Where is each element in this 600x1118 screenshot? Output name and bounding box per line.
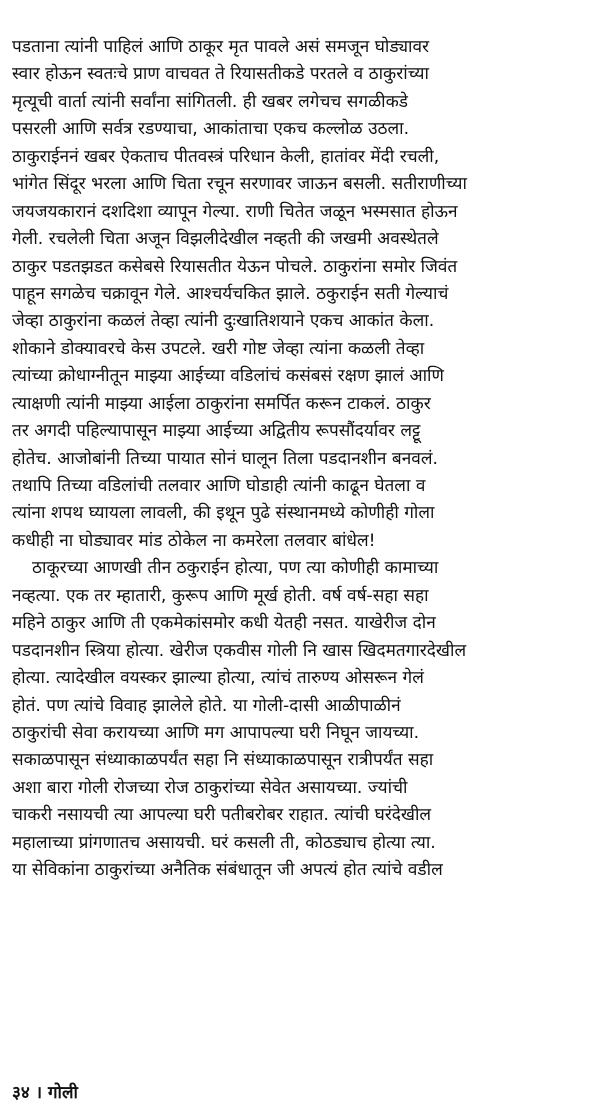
text-line: त्यांना शपथ घ्यायला लावली, की इथून पुढे संस्थानमध्ये कोणीही गोला [12, 503, 435, 524]
text-line: कधीही ना घोड्यावर मांड ठोकेल ना कमरेला तलवार बांधेल! [12, 530, 376, 551]
text-line: शोकाने डोक्यावरचे केस उपटले. खरी गोष्ट जेव्हा त्यांना कळली तेव्हा [12, 338, 425, 359]
text-line: त्याक्षणी त्यांनी माझ्या आईला ठाकुरांना समर्पित करून टाकलं. ठाकुर [12, 393, 431, 414]
text-line: जयजयकारानं दशदिशा व्यापून गेल्या. राणी चितेत जळून भस्मसात होऊन [12, 201, 458, 222]
text-line: तथापि तिच्या वडिलांची तलवार आणि घोडाही त्यांनी काढून घेतला व [12, 476, 426, 496]
text-line: चाकरी नसायची त्या आपल्या घरी पतीबरोबर राहात. त्यांची घरंदेखील [12, 805, 432, 826]
text-line: पसरली आणि सर्वत्र रडण्याचा, आकांताचा एकच कल्लोळ उठला. [12, 119, 410, 140]
footer-separator: । [35, 1083, 43, 1103]
text-line: होतेच. आजोबांनी तिच्या पायात सोनं घालून तिला पडदानशीन बनवलं. [12, 448, 438, 469]
text-line: त्यांच्या क्रोधाग्नीतून माझ्या आईच्या वडिलांचं कसंबसं रक्षण झालं आणि [12, 366, 444, 387]
text-line: महालाच्या प्रांगणातच असायची. घरं कसली ती, कोठड्याच होत्या त्या. [12, 832, 436, 853]
text-line: ठाकुरांची सेवा करायच्या आणि मग आपापल्या घरी निघून जायच्या. [12, 722, 420, 743]
body-text [12, 34, 590, 885]
text-line: नव्हत्या. एक तर म्हातारी, कुरूप आणि मूर्ख होती. वर्ष वर्ष-सहा सहा [12, 585, 429, 606]
text-line: होतं. पण त्यांचे विवाह झालेले होते. या गोली-दासी आळीपाळीनं [12, 695, 401, 716]
text-line: सकाळपासून संध्याकाळपर्यंत सहा नि संध्याकाळपासून रात्रीपर्यंत सहा [12, 750, 434, 771]
text-line: पडताना त्यांनी पाहिलं आणि ठाकूर मृत पावले असं समजून घोड्यावर [12, 37, 430, 57]
page-footer [12, 1080, 78, 1103]
text-line: महिने ठाकुर आणि ती एकमेकांसमोर कधी येतही नसत. याखेरीज दोन [12, 613, 436, 634]
text-line: ठाकुर पडतझडत कसेबसे रियासतीत येऊन पोचले. ठाकुरांना समोर जिवंत [12, 256, 458, 277]
text-line: तर अगदी पहिल्यापासून माझ्या आईच्या अद्वितीय रूपसौंदर्यावर लट्टू [12, 421, 421, 442]
text-line: गेली. रचलेली चिता अजून विझलीदेखील नव्हती की जखमी अवस्थेतले [12, 229, 439, 250]
text-line: होत्या. त्यादेखील वयस्कर झाल्या होत्या, त्यांचं तारुण्य ओसरून गेलं [12, 668, 424, 689]
page-number: ३४ [12, 1083, 30, 1103]
text-line: पडदानशीन स्त्रिया होत्या. खेरीज एकवीस गोली नि खास खिदमतगारदेखील [12, 640, 467, 661]
text-line: जेव्हा ठाकुरांना कळलं तेव्हा त्यांनी दुःखातिशयाने एकच आकांत केला. [12, 311, 435, 332]
text-line: ठाकूरच्या आणखी तीन ठकुराईन होत्या, पण त्या कोणीही कामाच्या [32, 558, 439, 579]
text-line: ठाकुराईननं खबर ऐकताच पीतवस्त्रं परिधान केली, हातांवर मेंदी रचली, [12, 146, 440, 167]
text-line: या सेविकांना ठाकुरांच्या अनैतिक संबंधातून जी अपत्यं होत त्यांचे वडील [12, 860, 443, 881]
paragraph [12, 555, 590, 884]
book-title: गोली [47, 1083, 78, 1103]
paragraph [12, 34, 590, 555]
text-line: अशा बारा गोली रोजच्या रोज ठाकुरांच्या सेवेत असायच्या. ज्यांची [12, 777, 408, 798]
text-line: पाहून सगळेच चक्रावून गेले. आश्चर्यचकित झाले. ठकुराईन सती गेल्याचं [12, 283, 449, 304]
text-line: मृत्यूची वार्ता त्यांनी सर्वांना सांगितली. ही खबर लगेचच सगळीकडे [12, 91, 408, 112]
text-line: स्वार होऊन स्वतःचे प्राण वाचवत ते रियासतीकडे परतले व ठाकुरांच्या [12, 64, 429, 85]
text-line: भांगेत सिंदूर भरला आणि चिता रचून सरणावर जाऊन बसली. सतीराणीच्या [12, 174, 467, 195]
